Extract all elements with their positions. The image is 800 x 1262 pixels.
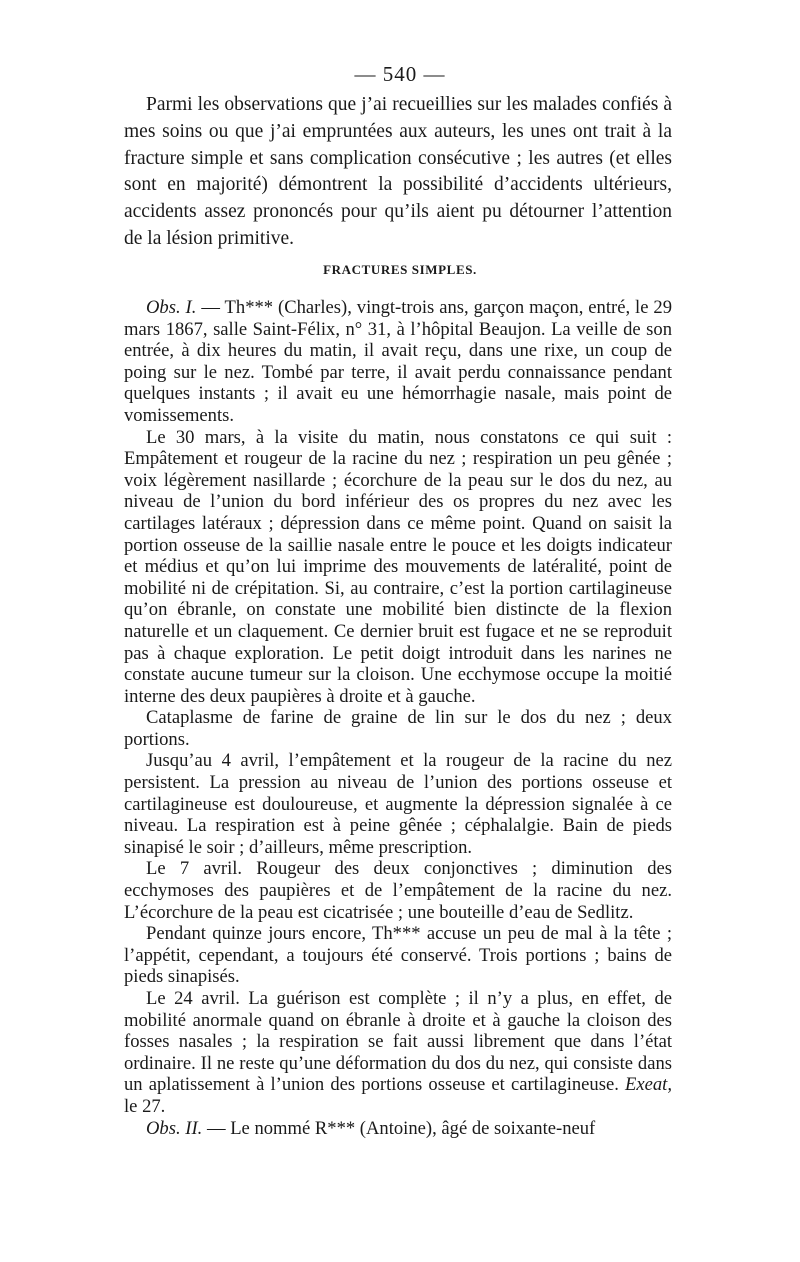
intro-section <box>124 92 672 253</box>
observation-text: — Th*** (Charles), vingt-trois ans, garçon maçon, entré, le 29 mars 1867, salle Saint-Félix, n° 31, à l’hôpital Beaujon. La veille de son entrée, à dix heures du matin, il avait reçu, dans une rixe, un coup de poing sur le nez. Tombé par terre, il avait perdu connaissance pendant quelques instants ; il avait eu une hémorrhagie nasale, mais point de vomissements. <box>124 297 672 426</box>
paragraph-visit: Le 30 mars, à la visite du matin, nous constatons ce qui suit : Empâtement et rougeur de la racine du nez ; respiration un peu gênée ; voix légèrement nasillarde ; écorchure de la peau sur le dos du nez, au niveau de l’union du bord inférieur des os propres du nez avec les cartilages latéraux ; dépression dans ce même point. Quand on saisit la portion osseuse de la saillie nasale entre le pouce et les doigts indicateur et médius et qu’on lui imprime des mouvements de latéralité, point de mobilité ni de crépitation. Si, au contraire, c’est la portion cartilagineuse qu’on ébranle, on constate une mobilité bien distincte de la flexion naturelle et un claquement. Ce dernier bruit est fugace et ne se reproduit pas à chaque exploration. Le petit doigt introduit dans les narines ne constate aucune tumeur sur la cloison. Une ecchymose occupe la moitié interne des deux paupières à droite et à gauche. <box>124 426 672 707</box>
intro-paragraph: Parmi les observations que j’ai recueillies sur les malades confiés à mes soins ou que j’ai empruntées aux auteurs, les unes ont trait à la fracture simple et sans complication consécutive ; les autres (et elles sont en majorité) démontrent la possibilité d’accidents ultérieurs, accidents assez prononcés pour qu’ils aient pu détourner l’attention de la lésion primitive. <box>124 94 672 249</box>
observation-text: — Le nommé R*** (Antoine), âgé de soixante-neuf <box>202 1117 596 1139</box>
paragraph-april-24 <box>124 988 672 1118</box>
observation-label: Obs. II. <box>146 1117 203 1139</box>
paragraph-fifteen-days: Pendant quinze jours encore, Th*** accuse un peu de mal à la tête ; l’appétit, cependant, a toujours été conservé. Trois portions ; bains de pieds sinapisés. <box>124 923 672 988</box>
paragraph-april-4: Jusqu’au 4 avril, l’empâtement et la rougeur de la racine du nez persistent. La pression au niveau de l’union des portions osseuse et cartilagineuse est douloureuse, et augmente la dépression signalée à ce niveau. La respiration est à peine gênée ; céphalalgie. Bain de pieds sinapisé le soir ; d’ailleurs, même prescription. <box>124 750 672 858</box>
page-number: — 540 — <box>354 62 446 86</box>
exeat-word: Exeat, <box>625 1074 672 1096</box>
paragraph-text: Le 24 avril. La guérison est complète ; il n’y a plus, en effet, de mobilité anormale quand on ébranle à droite et à gauche la cloison des fosses nasales ; la respiration se fait aussi librement que dans l’état ordinaire. Il ne reste qu’une déformation du dos du nez, qui consiste dans un aplatissement à l’union des portions osseuse et cartilagineuse. <box>124 988 672 1096</box>
observation-2 <box>124 1118 672 1140</box>
observation-label: Obs. I. <box>146 297 197 318</box>
section-heading: FRACTURES SIMPLES. <box>323 262 477 277</box>
paragraph-tail: le 27. <box>124 1095 166 1117</box>
paragraph-april-7: Le 7 avril. Rougeur des deux conjonctives ; diminution des ecchymoses des paupières et de l’empâtement de la racine du nez. L’écorchure de la peau est cicatrisée ; une bouteille d’eau de Sedlitz. <box>124 858 672 923</box>
observation-1 <box>124 297 672 427</box>
observations-body <box>124 297 672 1139</box>
paragraph-treatment: Cataplasme de farine de graine de lin sur le dos du nez ; deux portions. <box>124 707 672 750</box>
